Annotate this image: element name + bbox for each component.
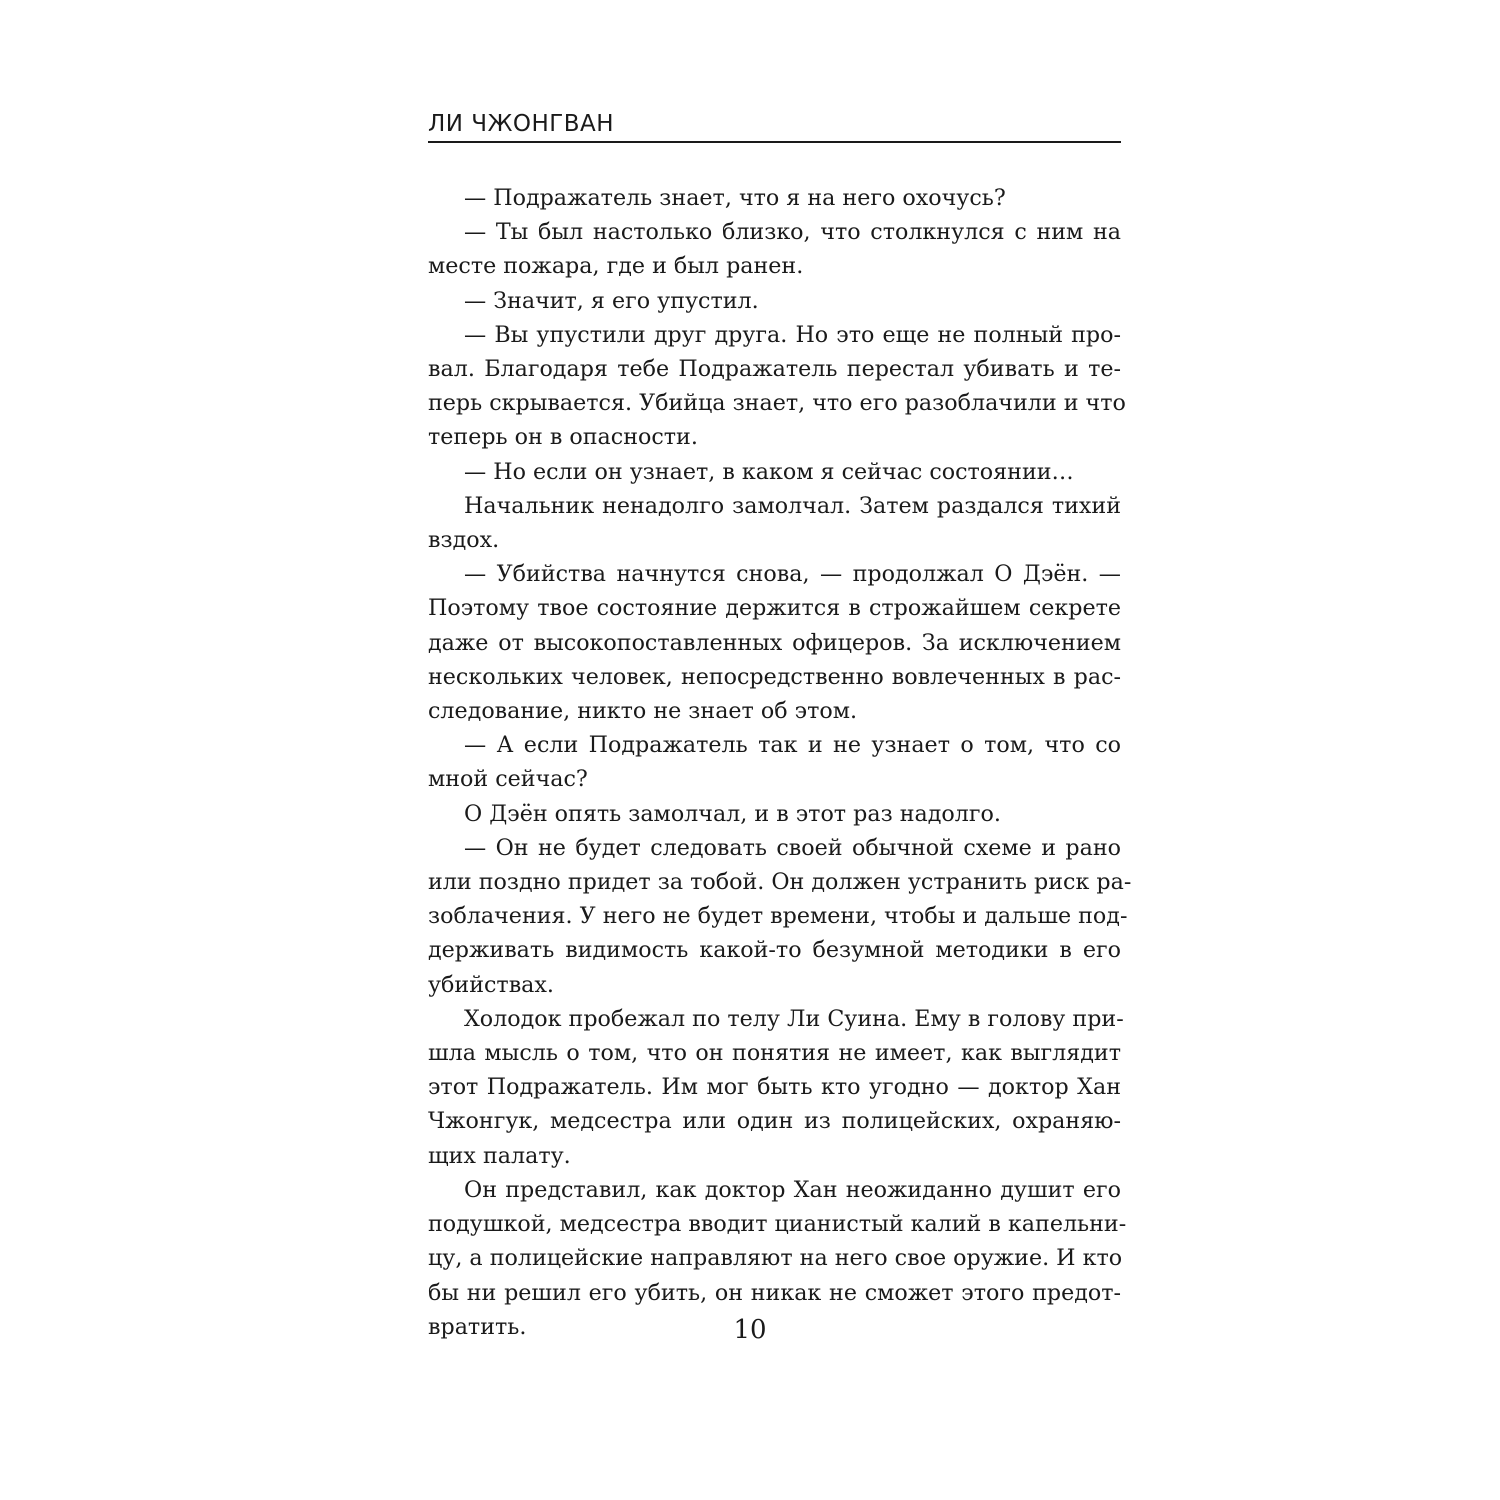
text-line: вал. Благодаря тебе Подражатель перестал убивать и те- <box>428 356 1121 383</box>
text-line: зоблачения. У него не будет времени, чтобы и дальше под- <box>428 903 1128 930</box>
text-line: бы ни решил его убить, он никак не сможет этого предот- <box>428 1279 1121 1306</box>
text-line: нескольких человек, непосредственно вовлеченных в рас- <box>428 663 1121 690</box>
text-line: даже от высокопоставленных офицеров. За исключением <box>428 629 1121 656</box>
text-line: вратить. <box>428 1313 527 1340</box>
text-line: О Дэён опять замолчал, и в этот раз надолго. <box>464 800 1001 827</box>
text-line: цу, а полицейские направляют на него свое оружие. И кто <box>428 1245 1123 1272</box>
page-number: 10 <box>733 1315 767 1345</box>
text-line: держивать видимость какой-то безумной методики в его <box>428 937 1121 964</box>
text-line: убийствах. <box>428 971 554 998</box>
text-line: — Он не будет следовать своей обычной схеме и рано <box>464 834 1121 861</box>
text-line: щих палату. <box>428 1142 571 1169</box>
text-line: подушкой, медсестра вводит цианистый калий в капельни- <box>428 1211 1127 1238</box>
text-line: — А если Подражатель так и не узнает о том, что со <box>464 732 1121 759</box>
text-line: — Убийства начнутся снова, — продолжал О Дэён. — <box>464 561 1121 588</box>
text-line: этот Подражатель. Им мог быть кто угодно — доктор Хан <box>428 1074 1121 1101</box>
text-line: шла мысль о том, что он понятия не имеет, как выглядит <box>428 1040 1121 1067</box>
text-line: Чжонгук, медсестра или один из полицейских, охраняю- <box>428 1108 1121 1135</box>
running-head-author: ЛИ ЧЖОНГВАН <box>428 111 615 137</box>
body-text <box>428 181 1132 1344</box>
text-line: мной сейчас? <box>428 766 588 793</box>
text-line: Начальник ненадолго замолчал. Затем раздался тихий <box>464 492 1121 519</box>
running-head <box>428 103 1121 143</box>
text-line: перь скрывается. Убийца знает, что его разоблачили и что <box>428 390 1126 417</box>
text-line: — Подражатель знает, что я на него охочусь? <box>464 185 1006 211</box>
text-line: — Значит, я его упустил. <box>464 287 759 314</box>
text-line: следование, никто не знает об этом. <box>428 698 858 725</box>
text-line: вздох. <box>428 527 500 554</box>
text-line: месте пожара, где и был ранен. <box>428 253 804 280</box>
text-line: Холодок пробежал по телу Ли Суина. Ему в голову при- <box>464 1005 1124 1032</box>
text-line: Поэтому твое состояние держится в строжайшем секрете <box>428 595 1121 622</box>
text-line: — Вы упустили друг друга. Но это еще не полный про- <box>464 321 1121 348</box>
text-line: теперь он в опасности. <box>428 424 698 451</box>
text-line: — Ты был настолько близко, что столкнулся с ним на <box>464 219 1121 246</box>
text-line: или поздно придет за тобой. Он должен устранить риск ра- <box>428 869 1132 896</box>
text-line: Он представил, как доктор Хан неожиданно душит его <box>464 1176 1121 1203</box>
text-line: — Но если он узнает, в каком я сейчас состоянии… <box>464 458 1074 485</box>
